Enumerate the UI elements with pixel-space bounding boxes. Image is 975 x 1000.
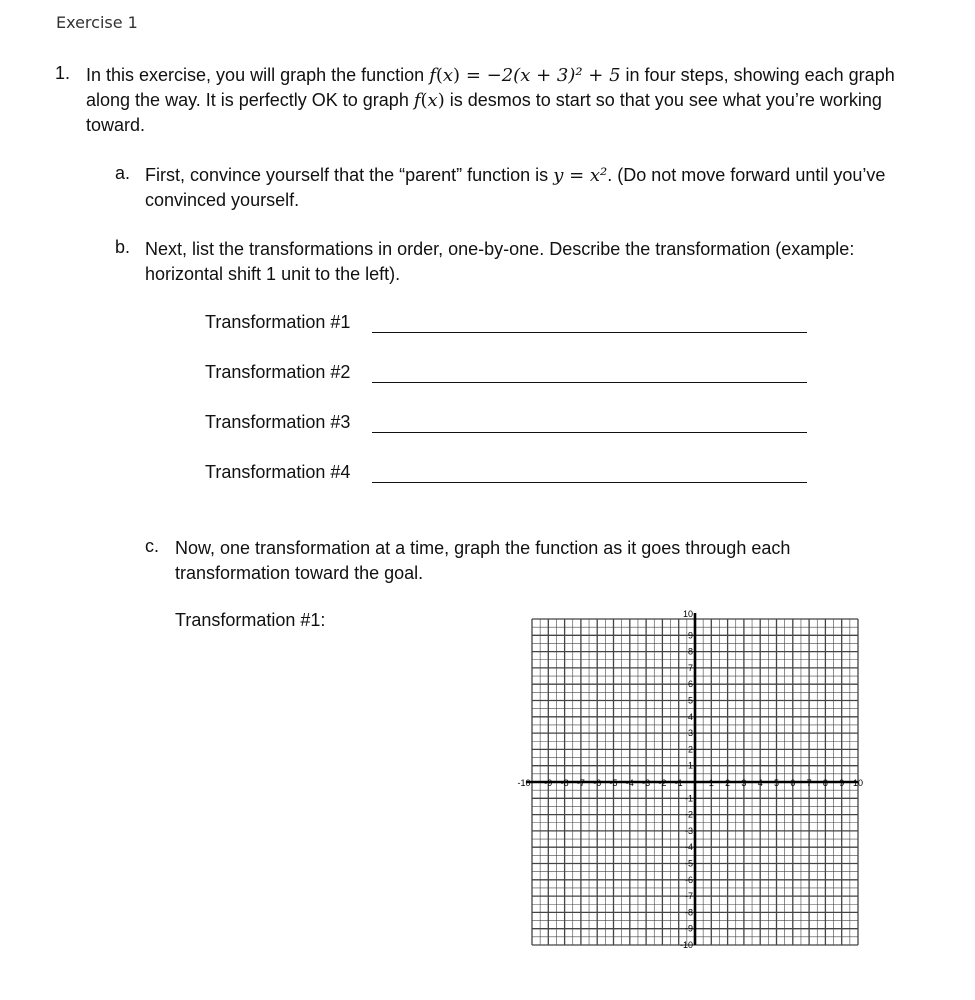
function-expression: f(x) = −2(x + 3)² + 5 [429, 65, 621, 86]
x-tick-label: -9 [544, 778, 553, 788]
y-tick-label: -4 [684, 842, 693, 853]
y-tick-label: 6 [687, 679, 693, 690]
part-c-marker: c. [145, 536, 160, 556]
y-tick-label: 4 [687, 711, 693, 722]
y-tick-label: 3 [687, 728, 693, 739]
x-tick-label: -7 [576, 778, 585, 788]
answer-line-3[interactable] [372, 432, 807, 433]
x-tick-label: -6 [593, 778, 602, 788]
intro-text-3: is desmos to start so that you see what you’re working toward. [86, 90, 882, 135]
page-header: Exercise 1 [56, 13, 138, 32]
transformation-label: Transformation #1 [205, 312, 351, 332]
x-tick-label: 10 [852, 778, 864, 788]
transformation-label: Transformation #4 [205, 462, 351, 482]
part-c-text: Now, one transformation at a time, graph the function as it goes through each transformation toward the goal. [175, 538, 791, 583]
y-tick-label: 2 [687, 744, 693, 755]
y-tick-label: 7 [687, 662, 693, 673]
y-tick-label: -1 [684, 793, 693, 804]
intro-text-1: In this exercise, you will graph the function [86, 65, 430, 85]
x-tick-label: -1 [674, 778, 683, 788]
answer-line-2[interactable] [372, 382, 807, 383]
y-tick-label: 10 [682, 609, 693, 619]
x-tick-label: -8 [560, 778, 569, 788]
x-tick-label: -3 [642, 778, 651, 788]
question-number: 1. [55, 63, 71, 83]
y-tick-label: -6 [684, 874, 693, 885]
y-tick-label: 1 [687, 760, 693, 771]
coordinate-grid[interactable] [500, 605, 870, 955]
part-b-marker: b. [115, 237, 131, 257]
y-tick-label: -8 [684, 907, 693, 918]
function-name-inline: f(x) [413, 90, 445, 111]
x-tick-label: -2 [658, 778, 667, 788]
transformation-label: Transformation #3 [205, 412, 351, 432]
x-tick-label: 5 [773, 778, 780, 788]
y-tick-label: -7 [684, 891, 693, 902]
intro-text-2: in four steps, showing each graph along the way. It is perfectly OK to graph [86, 65, 895, 110]
y-tick-label: -5 [684, 858, 693, 869]
x-tick-label: -10 [517, 778, 531, 788]
graph-label: Transformation #1: [175, 610, 326, 630]
x-tick-label: 4 [757, 778, 763, 788]
x-tick-label: 3 [741, 778, 747, 788]
x-tick-label: 6 [790, 778, 796, 788]
part-a-marker: a. [115, 163, 131, 183]
x-tick-label: -4 [625, 778, 634, 788]
y-tick-label: -10 [679, 940, 693, 950]
x-tick-label: 9 [839, 778, 845, 788]
question-intro [86, 63, 896, 138]
y-tick-label: 8 [687, 646, 693, 657]
x-tick-label: 8 [822, 778, 828, 788]
y-tick-label: 9 [687, 630, 693, 641]
transformation-label: Transformation #2 [205, 362, 351, 382]
y-tick-label: -3 [684, 825, 693, 836]
x-tick-label: 1 [708, 778, 714, 788]
y-tick-label: 5 [687, 695, 693, 706]
x-tick-label: -5 [609, 778, 618, 788]
part-a-text: First, convince yourself that the “parent” function is y = x². (Do not move forward until you’ve convinced yourself. [145, 165, 886, 210]
y-tick-label: -2 [684, 809, 693, 820]
part-b-text: Next, list the transformations in order, one-by-one. Describe the transformation (example: horizontal shift 1 unit to the left). [145, 239, 855, 284]
x-tick-label: 2 [725, 778, 731, 788]
parent-function: y = x² [553, 165, 608, 186]
function-rhs: −2(x + 3)² + 5 [486, 65, 621, 86]
x-tick-label: 7 [806, 778, 812, 788]
y-tick-label: -9 [684, 923, 693, 934]
answer-line-4[interactable] [372, 482, 807, 483]
answer-line-1[interactable] [372, 332, 807, 333]
